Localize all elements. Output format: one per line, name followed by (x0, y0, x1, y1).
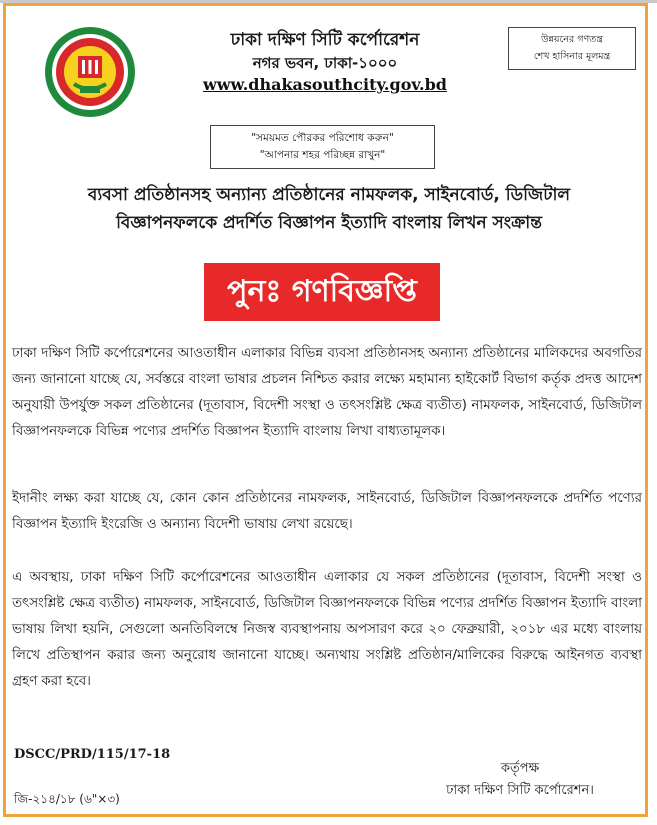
slogan-line-1: "সময়মত পৌরকর পরিশোধ করুন" (251, 132, 394, 144)
authority-title: কর্তৃপক্ষ (500, 761, 540, 776)
subject-line-1: ব্যবসা প্রতিষ্ঠানসহ অন্যান্য প্রতিষ্ঠানের নামফলক, সাইনবোর্ড, ডিজিটাল (87, 185, 571, 205)
website-link[interactable]: www.dhakasouthcity.gov.bd (203, 75, 447, 94)
memo-number: DSCC/PRD/115/17-18 (14, 747, 171, 762)
motto-line-2: শেখ হাসিনার মূলমন্ত্র (533, 51, 611, 62)
body-paragraph-3: এ অবস্থায়, ঢাকা দক্ষিণ সিটি কর্পোরেশনের আওতাধীন এলাকার যে সকল প্রতিষ্ঠানের (দূতাবাস, বিদেশী সংস্থা ও তৎসংশ্লিষ্ট ক্ষেত্র ব্যতীত) নামফলক, সাইনবোর্ড, ডিজিটাল বিজ্ঞাপনফলকে বিভিন্ন পণ্যের প্রদর্শিত বিজ্ঞাপন ইত্যাদি বাংলা ভাষায় লিখা হয়নি, সেগুলো অনতিবিলম্বে নিজস্ব ব্যবস্থাপনায় অপসারণ করে ২০ ফেব্রুয়ারী, ২০১৮ এর মধ্যে বাংলায় লিখে প্রতিস্থাপন করার জন্য অনুরোধ জানানো যাচ্ছে। অন্যথায় সংশ্লিষ্ট প্রতিষ্ঠান/মালিকের বিরুদ্ধে আইনগত ব্যবস্থা গ্রহণ করা হবে। (12, 570, 642, 689)
organization-header (160, 28, 490, 96)
authority-organization: ঢাকা দক্ষিণ সিটি কর্পোরেশন। (446, 783, 594, 798)
ad-code: জি-২১৪/১৮ (৬"×৩) (14, 792, 120, 806)
issuing-authority (400, 758, 640, 802)
notice-banner: পুনঃ গণবিজ্ঞপ্তি (204, 263, 440, 321)
organization-address: নগর ভবন, ঢাকা-১০০০ (252, 54, 398, 72)
body-paragraph-2: ইদানীং লক্ষ্য করা যাচ্ছে যে, কোন কোন প্রতিষ্ঠানের নামফলক, সাইনবোর্ড, ডিজিটাল বিজ্ঞাপনফলকে প্রদর্শিত পণ্যের বিজ্ঞাপন ইত্যাদি ইংরেজি ও অন্যান্য বিদেশী ভাষায় লেখা রয়েছে। (12, 491, 642, 532)
subject-line-2: বিজ্ঞাপনফলকে প্রদর্শিত বিজ্ঞাপন ইত্যাদি বাংলায় লিখন সংক্রান্ত (116, 213, 542, 233)
slogan-line-2: "আপনার শহর পরিচ্ছন্ন রাখুন" (259, 149, 386, 161)
motto-line-1: উন্নয়নের গণতন্ত্র (541, 34, 603, 45)
body-paragraph-1: ঢাকা দক্ষিণ সিটি কর্পোরেশনের আওতাধীন এলাকার বিভিন্ন ব্যবসা প্রতিষ্ঠানসহ অন্যান্য প্রতিষ্ঠানের মালিকদের অবগতির জন্য জানানো যাচ্ছে যে, সর্বস্তরে বাংলা ভাষার প্রচলন নিশ্চিত করার লক্ষ্যে মহামান্য হাইকোর্ট বিভাগ কর্তৃক প্রদত্ত আদেশ অনুযায়ী উপর্যুক্ত সকল প্রতিষ্ঠানের (দূতাবাস, বিদেশী সংস্থা ও তৎসংশ্লিষ্ট ক্ষেত্র ব্যতীত) নামফলক, সাইনবোর্ড, ডিজিটাল বিজ্ঞাপনফলকে বিভিন্ন পণ্যের প্রদর্শিত বিজ্ঞাপন ইত্যাদি বাংলায় লিখা বাধ্যতামূলক। (12, 346, 642, 439)
notice-subject (24, 181, 634, 237)
organization-name: ঢাকা দক্ষিণ সিটি কর্পোরেশন (230, 30, 420, 50)
slogan-box (210, 125, 435, 169)
motto-box (508, 27, 636, 70)
dscc-logo-icon (44, 26, 136, 118)
